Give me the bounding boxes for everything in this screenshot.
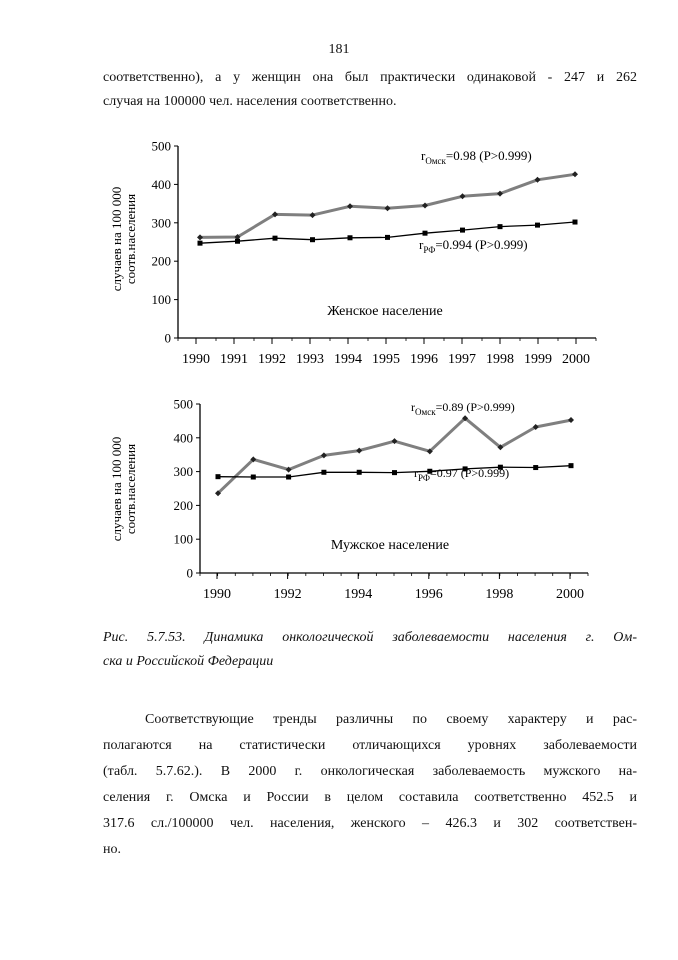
y-tick-label: 200 <box>173 497 193 513</box>
x-tick-label: 1998 <box>486 352 514 367</box>
rf-data-point <box>460 228 465 233</box>
y-tick-label: 200 <box>151 253 171 269</box>
rf-data-point <box>569 463 574 468</box>
x-ticks <box>200 573 588 602</box>
corr-value: =0.97 (P>0.999) <box>429 466 510 480</box>
x-tick-label: 1998 <box>485 587 514 602</box>
y-axis-label-line1: случаев на 100 000 <box>109 186 124 292</box>
rf-data-point <box>348 235 353 240</box>
text-line: соответственно), а у женщин она был практически одинаковой - 247 и 262 <box>103 70 637 85</box>
omsk-correlation-label <box>421 148 532 166</box>
text-line: случая на 100000 чел. населения соответственно. <box>103 94 397 109</box>
y-ticks <box>174 397 201 581</box>
y-tick-label: 400 <box>151 176 171 192</box>
page-number: 181 <box>328 42 350 57</box>
y-tick-label: 300 <box>151 215 171 231</box>
x-tick-label: 1992 <box>273 587 302 602</box>
rf-data-point <box>216 474 221 479</box>
corr-value: =0.89 (P>0.999) <box>435 400 515 414</box>
x-tick-label: 2000 <box>556 587 584 602</box>
y-axis-label <box>109 187 138 291</box>
omsk-data-point <box>572 171 578 177</box>
corr-prefix: r <box>419 237 424 252</box>
y-axis-label-line1: случаев на 100 000 <box>109 436 124 542</box>
rf-data-point <box>573 220 578 225</box>
rf-data-point <box>286 475 291 480</box>
omsk-data-point <box>568 417 574 423</box>
series-markers <box>197 171 578 245</box>
x-tick-label: 1996 <box>414 587 443 602</box>
rf-data-point <box>498 224 503 229</box>
rf-data-point <box>321 470 326 475</box>
corr-subscript: Омск <box>415 407 436 417</box>
text-line: селения г. Омска и России в целом составила соответственно 452.5 и <box>103 790 637 805</box>
omsk-data-point <box>347 203 353 209</box>
rf-data-point <box>533 465 538 470</box>
omsk-data-point <box>422 203 428 209</box>
y-tick-label: 400 <box>173 430 193 446</box>
omsk-data-point <box>197 234 203 240</box>
intro-paragraph <box>103 66 637 114</box>
x-tick-label: 1993 <box>296 352 324 367</box>
rf-data-point <box>310 237 315 242</box>
omsk-correlation-label <box>411 400 515 417</box>
x-tick-label: 1990 <box>203 587 231 602</box>
text-line: Соответствующие тренды различны по своему характеру и рас- <box>145 712 637 727</box>
x-tick-label: 1996 <box>410 352 438 367</box>
rf-data-point <box>273 236 278 241</box>
corr-subscript: РФ <box>423 245 436 255</box>
y-tick-label: 500 <box>173 396 193 412</box>
text-line: (табл. 5.7.62.). В 2000 г. онкологическая заболеваемость мужского на- <box>103 764 637 779</box>
y-axis-label <box>109 437 138 541</box>
x-tick-label: 1994 <box>344 587 373 602</box>
caption-line: ска и Российской Федерации <box>103 654 274 669</box>
corr-subscript: Омск <box>425 156 446 166</box>
x-tick-label: 1999 <box>524 352 552 367</box>
rf-correlation-label <box>414 466 509 483</box>
rf-data-point <box>423 231 428 236</box>
rf-data-point <box>392 470 397 475</box>
chart-annotation: Мужское население <box>330 538 450 553</box>
x-tick-label: 1992 <box>258 352 286 367</box>
caption-line: Рис. 5.7.53. Динамика онкологической заболеваемости населения г. Ом- <box>103 630 637 645</box>
corr-subscript: РФ <box>418 473 430 483</box>
y-ticks <box>152 139 179 346</box>
x-tick-label: 1990 <box>182 352 210 367</box>
y-tick-label: 0 <box>164 330 171 346</box>
figure-caption <box>103 626 637 674</box>
omsk-series-line <box>218 418 571 493</box>
corr-value: =0.994 (P>0.999) <box>435 237 528 252</box>
rf-data-point <box>357 470 362 475</box>
series-lines <box>218 418 571 493</box>
rf-data-point <box>385 235 390 240</box>
rf-data-point <box>198 241 203 246</box>
text-line: но. <box>103 842 121 857</box>
female-incidence-chart <box>0 138 678 378</box>
text-line: 317.6 сл./100000 чел. населения, женского – 426.3 и 302 соответствен- <box>103 816 637 831</box>
rf-data-point <box>535 223 540 228</box>
corr-value: =0.98 (P>0.999) <box>445 148 532 163</box>
corr-prefix: r <box>421 148 426 163</box>
y-tick-label: 100 <box>173 531 193 547</box>
rf-data-point <box>251 475 256 480</box>
y-tick-label: 100 <box>151 292 171 308</box>
x-ticks <box>178 338 596 367</box>
corr-prefix: r <box>411 400 415 414</box>
x-tick-label: 2000 <box>562 352 590 367</box>
x-tick-label: 1997 <box>448 352 476 367</box>
y-axis-label-line2: соотв.населения <box>123 443 138 535</box>
x-tick-label: 1991 <box>220 352 248 367</box>
rf-correlation-label <box>419 237 528 255</box>
corr-prefix: r <box>414 466 418 480</box>
omsk-data-point <box>460 193 466 199</box>
y-tick-label: 500 <box>151 138 171 154</box>
chart-annotation: Женское население <box>327 304 443 319</box>
body-paragraph <box>103 707 637 863</box>
omsk-data-point <box>310 212 316 218</box>
y-tick-label: 0 <box>186 565 193 581</box>
x-tick-label: 1994 <box>334 352 362 367</box>
rf-data-point <box>235 239 240 244</box>
omsk-data-point <box>385 205 391 211</box>
series-markers <box>215 415 574 496</box>
text-line: полагаются на статистически отличающихся уровнях заболеваемости <box>103 738 637 753</box>
x-tick-label: 1995 <box>372 352 400 367</box>
y-tick-label: 300 <box>173 464 193 480</box>
y-axis-label-line2: соотв.населения <box>123 193 138 285</box>
male-incidence-chart <box>0 393 678 613</box>
